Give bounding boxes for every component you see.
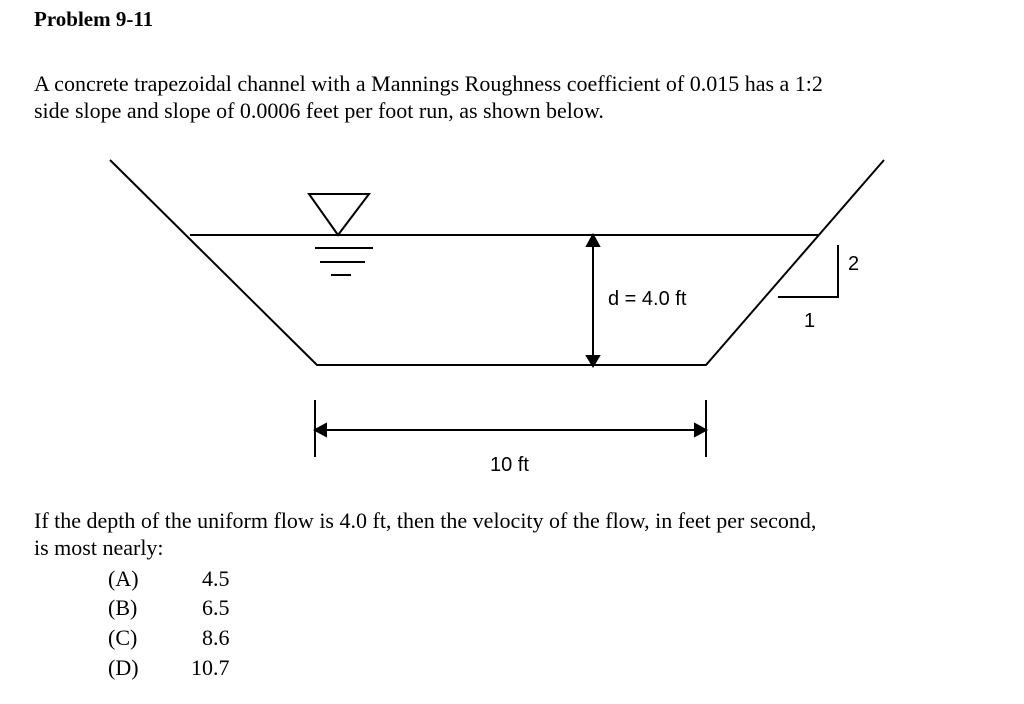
intro-line-1: A concrete trapezoidal channel with a Mannings Roughness coefficient of 0.015 has a 1:2 [34, 71, 823, 96]
width-label: 10 ft [490, 454, 529, 476]
option-letter: (D) [108, 655, 139, 680]
slope-rise-label: 2 [848, 253, 860, 275]
option-letter: (A) [108, 566, 139, 591]
arrow-head [587, 235, 599, 246]
option-letter: (B) [108, 595, 138, 620]
option-value: 8.6 [202, 625, 230, 650]
channel-outline [110, 160, 884, 365]
water-level-icon [309, 194, 369, 235]
problem-title: Problem 9-11 [34, 7, 154, 31]
option-value: 10.7 [191, 655, 230, 680]
depth-label: d = 4.0 ft [608, 288, 687, 310]
option-value: 6.5 [202, 595, 230, 620]
option-value: 4.5 [202, 566, 230, 591]
slope-run-label: 1 [804, 310, 816, 332]
question-line-1: If the depth of the uniform flow is 4.0 ft, then the velocity of the flow, in feet per second, [34, 508, 817, 533]
arrow-head [695, 424, 706, 436]
option-letter: (C) [108, 625, 138, 650]
arrow-head [315, 424, 326, 436]
question-line-2: is most nearly: [34, 535, 164, 560]
intro-line-2: side slope and slope of 0.0006 feet per foot run, as shown below. [34, 98, 604, 123]
